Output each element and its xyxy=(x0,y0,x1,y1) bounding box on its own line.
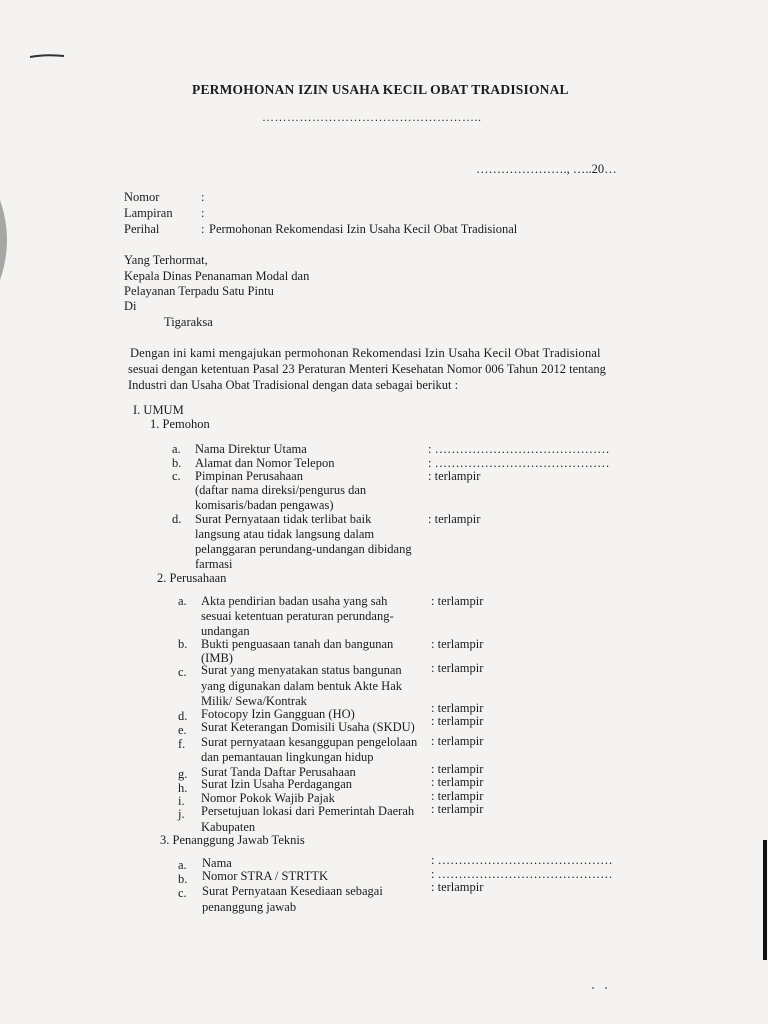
pemohon-b-letter: b. xyxy=(172,456,182,470)
perusahaan-b-text1: Bukti penguasaan tanah dan bangunan xyxy=(201,637,394,651)
perusahaan-f-letter: f. xyxy=(178,737,186,751)
perusahaan-c-text3: Milik/ Sewa/Kontrak xyxy=(201,694,307,708)
perusahaan-b-letter: b. xyxy=(178,637,188,651)
pemohon-c-text1: Pimpinan Perusahaan xyxy=(195,469,303,483)
pemohon-c-value: : terlampir xyxy=(428,469,481,483)
pemohon-d-text1: Surat Pernyataan tidak terlibat baik xyxy=(195,512,372,526)
document-title: PERMOHONAN IZIN USAHA KECIL OBAT TRADISIONAL xyxy=(192,82,569,97)
perusahaan-e-letter: e. xyxy=(178,723,187,737)
perusahaan-b-text2: (IMB) xyxy=(201,651,233,665)
perusahaan-h-text: Surat Izin Usaha Perdagangan xyxy=(201,777,352,791)
perusahaan-a-value: : terlampir xyxy=(431,594,484,608)
perusahaan-a-text2: sesuai ketentuan peraturan perundang- xyxy=(201,609,394,623)
penanggung-c-text1: Surat Pernyataan Kesediaan sebagai xyxy=(202,884,383,898)
pemohon-d-letter: d. xyxy=(172,512,182,526)
pemohon-d-text4: farmasi xyxy=(195,557,233,571)
perusahaan-a-letter: a. xyxy=(178,594,187,608)
perusahaan-d-value: : terlampir xyxy=(431,701,484,715)
perusahaan-b-value: : terlampir xyxy=(431,637,484,651)
scan-shadow-left xyxy=(0,200,20,280)
penanggung-c-text2: penanggung jawab xyxy=(202,900,297,914)
penanggung-b-value: : …………………………………… xyxy=(431,867,613,881)
penanggung-heading: 3. Penanggung Jawab Teknis xyxy=(160,833,305,847)
scan-speck xyxy=(590,984,620,992)
nomor-label: Nomor xyxy=(124,190,160,204)
pemohon-a-letter: a. xyxy=(172,442,181,456)
perihal-label: Perihal xyxy=(124,222,160,236)
greeting: Yang Terhormat, xyxy=(124,253,208,267)
address-line2: Pelayanan Terpadu Satu Pintu xyxy=(124,284,274,298)
pemohon-b-text: Alamat dan Nomor Telepon xyxy=(195,456,335,470)
perusahaan-i-text: Nomor Pokok Wajib Pajak xyxy=(201,791,335,805)
penanggung-a-text: Nama xyxy=(202,856,232,870)
perusahaan-d-text: Fotocopy Izin Gangguan (HO) xyxy=(201,707,355,721)
pemohon-b-value: : …………………………………… xyxy=(428,456,610,470)
penanggung-c-letter: c. xyxy=(178,886,187,900)
perusahaan-c-text2: yang digunakan dalam bentuk Akte Hak xyxy=(201,679,402,693)
title-dots: …………………………………………….. xyxy=(262,110,482,124)
perusahaan-i-value: : terlampir xyxy=(431,789,484,803)
intro-line3: Industri dan Usaha Obat Tradisional dengan data sebagai berikut : xyxy=(128,378,459,392)
section-umum-heading: I. UMUM xyxy=(133,403,184,417)
perusahaan-e-value: : terlampir xyxy=(431,714,484,728)
perusahaan-f-text1: Surat pernyataan kesanggupan pengelolaan xyxy=(201,735,418,749)
penanggung-a-value: : …………………………………… xyxy=(431,853,613,867)
perusahaan-f-text2: dan pemantauan lingkungan hidup xyxy=(201,750,374,764)
penanggung-b-text: Nomor STRA / STRTTK xyxy=(202,869,328,883)
perusahaan-h-value: : terlampir xyxy=(431,775,484,789)
address-city: Tigaraksa xyxy=(164,315,213,329)
pemohon-d-value: : terlampir xyxy=(428,512,481,526)
perusahaan-i-letter: i. xyxy=(178,794,185,808)
perusahaan-g-text: Surat Tanda Daftar Perusahaan xyxy=(201,765,356,779)
pemohon-a-value: : …………………………………… xyxy=(428,442,610,456)
date-line: …………………., …..20… xyxy=(476,162,617,176)
scan-artifact-dash xyxy=(28,50,68,62)
perusahaan-d-letter: d. xyxy=(178,709,188,723)
nomor-colon: : xyxy=(201,190,205,204)
intro-line2: sesuai dengan ketentuan Pasal 23 Peraturan Menteri Kesehatan Nomor 006 Tahun 2012 tentang xyxy=(128,362,606,376)
intro-line1: Dengan ini kami mengajukan permohonan Rekomendasi Izin Usaha Kecil Obat Tradisional xyxy=(130,346,601,360)
perusahaan-a-text3: undangan xyxy=(201,624,250,638)
perusahaan-heading: 2. Perusahaan xyxy=(157,571,227,585)
perusahaan-c-letter: c. xyxy=(178,665,187,679)
perusahaan-e-text: Surat Keterangan Domisili Usaha (SKDU) xyxy=(201,720,415,734)
perihal-colon: : xyxy=(201,222,205,236)
address-line3: Di xyxy=(124,299,137,313)
address-line1: Kepala Dinas Penanaman Modal dan xyxy=(124,269,310,283)
pemohon-c-text2: (daftar nama direksi/pengurus dan xyxy=(195,483,367,497)
penanggung-c-value: : terlampir xyxy=(431,880,484,894)
perusahaan-a-text1: Akta pendirian badan usaha yang sah xyxy=(201,594,388,608)
pemohon-c-text3: komisaris/badan pengawas) xyxy=(195,498,334,512)
perusahaan-j-text1: Persetujuan lokasi dari Pemerintah Daerah xyxy=(201,804,415,818)
perusahaan-g-letter: g. xyxy=(178,767,188,781)
perusahaan-j-value: : terlampir xyxy=(431,802,484,816)
pemohon-c-letter: c. xyxy=(172,469,181,483)
pemohon-heading: 1. Pemohon xyxy=(150,417,210,431)
lampiran-colon: : xyxy=(201,206,205,220)
penanggung-a-letter: a. xyxy=(178,858,187,872)
perusahaan-c-value: : terlampir xyxy=(431,661,484,675)
perusahaan-g-value: : terlampir xyxy=(431,762,484,776)
scan-edge-right xyxy=(761,840,768,960)
perusahaan-c-text1: Surat yang menyatakan status bangunan xyxy=(201,663,402,677)
perihal-value: Permohonan Rekomendasi Izin Usaha Kecil Obat Tradisional xyxy=(209,222,518,236)
perusahaan-j-text2: Kabupaten xyxy=(201,820,256,834)
perusahaan-h-letter: h. xyxy=(178,781,188,795)
perusahaan-f-value: : terlampir xyxy=(431,734,484,748)
perusahaan-j-letter: j. xyxy=(178,807,185,821)
pemohon-d-text2: langsung atau tidak langsung dalam xyxy=(195,527,375,541)
pemohon-a-text: Nama Direktur Utama xyxy=(195,442,307,456)
pemohon-d-text3: pelanggaran perundang-undangan dibidang xyxy=(195,542,412,556)
penanggung-b-letter: b. xyxy=(178,872,188,886)
lampiran-label: Lampiran xyxy=(124,206,173,220)
